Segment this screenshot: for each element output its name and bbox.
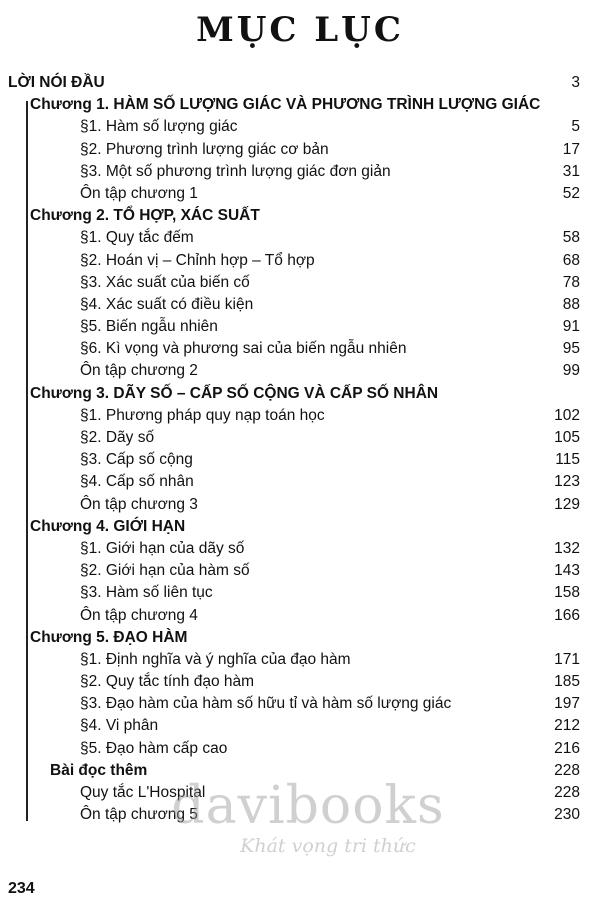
toc-entry-title: Chương 4. GIỚI HẠN [30, 517, 186, 535]
toc-entry-page: 31 [562, 162, 580, 180]
toc-entry [0, 494, 600, 516]
toc-entry-title: §6. Kì vọng và phương sai của biến ngẫu nhiên [80, 340, 407, 358]
toc-heading [0, 94, 600, 116]
toc-entry-title: §5. Biến ngẫu nhiên [80, 318, 218, 336]
toc-entry-page: 143 [554, 562, 580, 580]
toc-entry-title: Chương 3. DÃY SỐ – CẤP SỐ CỘNG VÀ CẤP SỐ NHÂN [30, 384, 439, 402]
toc-entry-title: Quy tắc L'Hospital [80, 784, 206, 801]
toc-entry-title: §1. Giới hạn của dãy số [80, 539, 245, 557]
toc-entry [0, 250, 600, 272]
toc-entry-title: Chương 5. ĐẠO HÀM [30, 628, 188, 646]
toc-entry [0, 116, 600, 138]
toc-entry-title: Ôn tập chương 2 [80, 362, 198, 380]
toc-entry-title: LỜI NÓI ĐẦU [8, 74, 105, 91]
toc-heading [0, 72, 600, 94]
toc-entry-page: 5 [571, 118, 580, 136]
toc-entry-page: 52 [562, 184, 580, 202]
toc-entry-page: 171 [554, 650, 580, 668]
toc-entry [0, 427, 600, 449]
toc-entry [0, 605, 600, 627]
toc-entry [0, 338, 600, 360]
toc-entry [0, 538, 600, 560]
toc-entry [0, 782, 600, 804]
toc-entry [0, 649, 600, 671]
toc-entry-title: Ôn tập chương 1 [80, 184, 198, 202]
toc-entry-title: §2. Phương trình lượng giác cơ bản [80, 140, 329, 158]
toc-entry-title: §1. Định nghĩa và ý nghĩa của đạo hàm [80, 650, 351, 668]
toc-entry-title: §1. Phương pháp quy nạp toán học [80, 406, 325, 424]
toc-entry-page: 105 [554, 429, 580, 446]
watermark-name: davibooks [171, 776, 445, 836]
toc-entry-title: Ôn tập chương 3 [80, 495, 198, 513]
toc-entry-page: 230 [554, 806, 580, 824]
toc-entry [0, 804, 600, 826]
toc-entry-title: §3. Đạo hàm của hàm số hữu tỉ và hàm số lượng giác [80, 695, 452, 713]
toc-entry-page: 17 [562, 140, 580, 158]
toc-entry-page: 197 [554, 695, 580, 713]
toc-entry-title: §4. Cấp số nhân [80, 473, 194, 491]
toc-entry [0, 272, 600, 294]
toc-heading [0, 205, 600, 227]
toc-heading [0, 516, 600, 538]
toc-entry-title: §2. Quy tắc tính đạo hàm [80, 673, 255, 691]
toc-entry-title: §3. Cấp số cộng [80, 451, 193, 469]
toc-entry-title: §2. Giới hạn của hàm số [80, 562, 250, 580]
toc-entry [0, 183, 600, 205]
toc-entry-title: §3. Một số phương trình lượng giác đơn giản [80, 162, 391, 180]
toc-entry [0, 671, 600, 693]
watermark-tagline: Khát vọng tri thức [240, 835, 416, 857]
toc-entry-page: 132 [554, 539, 580, 557]
table-of-contents [0, 72, 600, 826]
toc-entry-title: §3. Xác suất của biến cố [80, 273, 250, 291]
toc-entry-title: Chương 2. TỔ HỢP, XÁC SUẤT [30, 207, 260, 225]
toc-heading [0, 760, 600, 782]
toc-entry-page: 3 [571, 74, 580, 91]
toc-entry-page: 115 [555, 451, 580, 469]
toc-entry [0, 161, 600, 183]
toc-entry-page: 58 [562, 229, 580, 247]
toc-entry-title: §2. Hoán vị – Chỉnh hợp – Tổ hợp [80, 251, 315, 269]
toc-entry-page: 212 [554, 717, 580, 735]
toc-entry-page: 228 [554, 784, 580, 801]
toc-entry [0, 560, 600, 582]
toc-entry [0, 294, 600, 316]
toc-entry-page: 216 [554, 739, 580, 757]
toc-entry-page: 91 [562, 318, 580, 336]
toc-entry-title: §5. Đạo hàm cấp cao [80, 739, 228, 757]
toc-entry [0, 360, 600, 382]
toc-entry-page: 129 [554, 495, 580, 513]
toc-entry-page: 102 [554, 406, 580, 424]
toc-entry-page: 68 [562, 251, 580, 269]
toc-entry-page: 185 [554, 673, 580, 691]
toc-entry [0, 139, 600, 161]
toc-heading [0, 627, 600, 649]
toc-entry-title: Ôn tập chương 4 [80, 606, 198, 624]
toc-entry-title: §1. Hàm số lượng giác [80, 118, 238, 136]
toc-entry-page: 158 [554, 584, 580, 602]
toc-entry-page: 166 [554, 606, 580, 624]
toc-entry-title: §3. Hàm số liên tục [80, 584, 213, 602]
toc-heading [0, 383, 600, 405]
toc-entry [0, 738, 600, 760]
toc-entry-page: 99 [562, 362, 580, 380]
toc-entry-title: Bài đọc thêm [50, 761, 148, 779]
toc-entry-title: Chương 1. HÀM SỐ LƯỢNG GIÁC VÀ PHƯƠNG TRÌNH LƯỢNG GIÁC [30, 96, 541, 114]
toc-entry-title: §4. Xác suất có điều kiện [80, 295, 254, 313]
toc-entry-title: §4. Vi phân [80, 717, 159, 735]
toc-entry-page: 228 [554, 761, 580, 779]
toc-entry-page: 123 [554, 473, 580, 491]
toc-entry-title: §2. Dãy số [80, 429, 155, 446]
toc-entry [0, 582, 600, 604]
toc-entry-page: 88 [562, 295, 580, 313]
toc-entry-title: §1. Quy tắc đếm [80, 229, 194, 247]
toc-entry [0, 316, 600, 338]
toc-entry [0, 693, 600, 715]
toc-entry [0, 227, 600, 249]
toc-entry-page: 95 [562, 340, 580, 358]
toc-entry-page: 78 [562, 273, 580, 291]
page-title: MỤC LỤC [196, 10, 404, 50]
toc-entry [0, 405, 600, 427]
toc-entry [0, 715, 600, 737]
toc-entry [0, 471, 600, 493]
page-number: 234 [8, 880, 35, 897]
toc-entry [0, 449, 600, 471]
toc-entry-title: Ôn tập chương 5 [80, 806, 198, 824]
